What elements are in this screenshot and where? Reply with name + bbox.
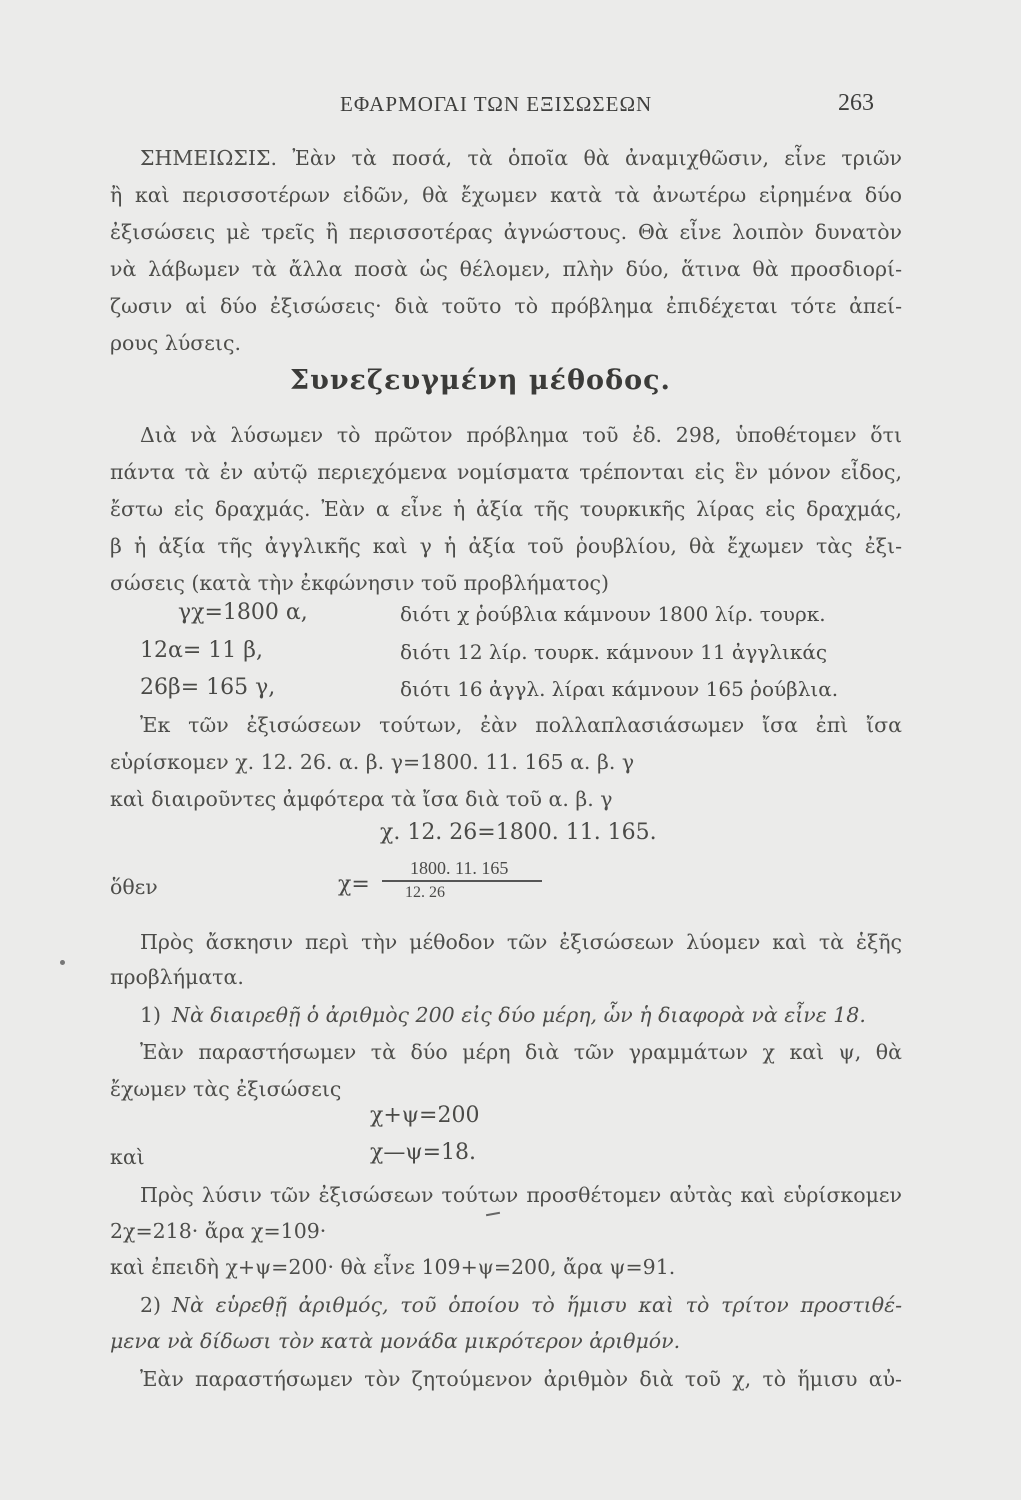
method-line-1: Διὰ νὰ λύσωμεν τὸ πρῶτον πρόβλημα τοῦ ἐδ. 298, ὑποθέτομεν ὅτι xyxy=(140,423,902,447)
problem1-solution-2: 2χ=218· ἄρα χ=109· xyxy=(110,1219,327,1243)
equation-1-reason: διότι χ ῥούβλια κάμνουν 1800 λίρ. τουρκ. xyxy=(400,602,826,626)
problem1-equation-1: χ+ψ=200 xyxy=(370,1103,480,1128)
method-line-3: ἔστω εἰς δραχμάς. Ἐὰν α εἶνε ἡ ἀξία τῆς τουρκικῆς λίρας εἰς δραχμάς, xyxy=(110,497,902,521)
equation-3: 26β= 165 γ, xyxy=(140,675,276,700)
section-heading: Συνεζευγμένη μέθοδος. xyxy=(290,365,671,396)
derivation-line-3: καὶ διαιροῦντες ἀμφότερα τὰ ἴσα διὰ τοῦ α. β. γ xyxy=(110,787,613,811)
equation-2-reason: διότι 12 λίρ. τουρκ. κάμνουν 11 ἀγγλικάς xyxy=(400,640,828,664)
equation-3-reason: διότι 16 ἀγγλ. λίραι κάμνουν 165 ῥούβλια. xyxy=(400,677,839,701)
problem1-equation-2: χ—ψ=18. xyxy=(370,1140,477,1165)
page-number: 263 xyxy=(838,90,874,116)
method-line-4: β ἡ ἀξία τῆς ἀγγλικῆς καὶ γ ἡ ἀξία τοῦ ῥουβλίου, θὰ ἔχωμεν τὰς ἐξι- xyxy=(110,534,902,558)
paper-speck xyxy=(60,960,65,965)
problem1-number: 1) xyxy=(140,1003,162,1027)
equation-2: 12α= 11 β, xyxy=(140,638,263,663)
problem1-and: καὶ xyxy=(110,1145,145,1169)
exercises-intro-line-2: προβλήματα. xyxy=(110,965,244,989)
note-line-2: ἢ καὶ περισσοτέρων εἰδῶν, θὰ ἔχωμεν κατὰ τὰ ἀνωτέρω εἰρημένα δύο xyxy=(110,183,902,207)
note-line-4: νὰ λάβωμεν τὰ ἄλλα ποσὰ ὡς θέλομεν, πλὴν δύο, ἅτινα θὰ προσδιορί- xyxy=(110,257,902,281)
fraction-lhs: χ= xyxy=(338,872,370,897)
problem1-solution-3: καὶ ἐπειδὴ χ+ψ=200· θὰ εἶνε 109+ψ=200, ἄρα ψ=91. xyxy=(110,1255,676,1279)
hence-word: ὅθεν xyxy=(110,875,158,899)
equation-1: γχ=1800 α, xyxy=(178,600,308,625)
problem2-number: 2) xyxy=(140,1293,162,1317)
problem2-line-1: Ἐὰν παραστήσωμεν τὸν ζητούμενον ἀριθμὸν διὰ τοῦ χ, τὸ ἥμισυ αὐ- xyxy=(140,1367,902,1391)
note-line-1: ΣΗΜΕΙΩΣΙΣ. Ἐὰν τὰ ποσά, τὰ ὁποῖα θὰ ἀναμιχθῶσιν, εἶνε τριῶν xyxy=(140,146,902,170)
problem2-statement-1: Νὰ εὑρεθῇ ἀριθμός, τοῦ ὁποίου τὸ ἥμισυ καὶ τὸ τρίτον προστιθέ- xyxy=(172,1293,902,1317)
problem2-statement-2: μενα νὰ δίδωσι τὸν κατὰ μονάδα μικρότερον ἀριθμόν. xyxy=(110,1329,681,1353)
product-equation: χ. 12. 26=1800. 11. 165. xyxy=(380,820,657,845)
fraction-bar xyxy=(382,880,542,882)
fraction-denominator: 12. 26 xyxy=(405,884,445,901)
problem1-statement: Νὰ διαιρεθῇ ὁ ἀριθμὸς 200 εἰς δύο μέρη, ὧν ἡ διαφορὰ νὰ εἶνε 18. xyxy=(172,1003,866,1027)
note-line-6: ρους λύσεις. xyxy=(110,331,241,355)
derivation-line-1: Ἐκ τῶν ἐξισώσεων τούτων, ἐὰν πολλαπλασιάσωμεν ἴσα ἐπὶ ἴσα xyxy=(140,713,902,737)
exercises-intro-line-1: Πρὸς ἄσκησιν περὶ τὴν μέθοδον τῶν ἐξισώσεων λύομεν καὶ τὰ ἑξῆς xyxy=(140,930,902,954)
running-header: ΕΦΑΡΜΟΓΑΙ ΤΩΝ ΕΞΙΣΩΣΕΩΝ xyxy=(340,92,653,116)
derivation-line-2: εὑρίσκομεν χ. 12. 26. α. β. γ=1800. 11. 165 α. β. γ xyxy=(110,750,635,774)
problem1-line-2: ἔχωμεν τὰς ἐξισώσεις xyxy=(110,1077,342,1101)
problem1-solution-1: Πρὸς λύσιν τῶν ἐξισώσεων τούτων προσθέτομεν αὐτὰς καὶ εὑρίσκομεν xyxy=(140,1183,902,1207)
method-line-5: σώσεις (κατὰ τὴν ἐκφώνησιν τοῦ προβλήματος) xyxy=(110,571,609,595)
problem1-line-1: Ἐὰν παραστήσωμεν τὰ δύο μέρη διὰ τῶν γραμμάτων χ καὶ ψ, θὰ xyxy=(140,1040,902,1064)
note-line-5: ζωσιν αἱ δύο ἐξισώσεις· διὰ τοῦτο τὸ πρόβλημα ἐπιδέχεται τότε ἀπεί- xyxy=(110,294,902,318)
method-line-2: πάντα τὰ ἐν αὐτῷ περιεχόμενα νομίσματα τρέπονται εἰς ἓν μόνον εἶδος, xyxy=(110,460,902,484)
fraction-numerator: 1800. 11. 165 xyxy=(410,858,509,878)
note-line-3: ἐξισώσεις μὲ τρεῖς ἢ περισσοτέρας ἀγνώστους. Θὰ εἶνε λοιπὸν δυνατὸν xyxy=(110,220,902,244)
